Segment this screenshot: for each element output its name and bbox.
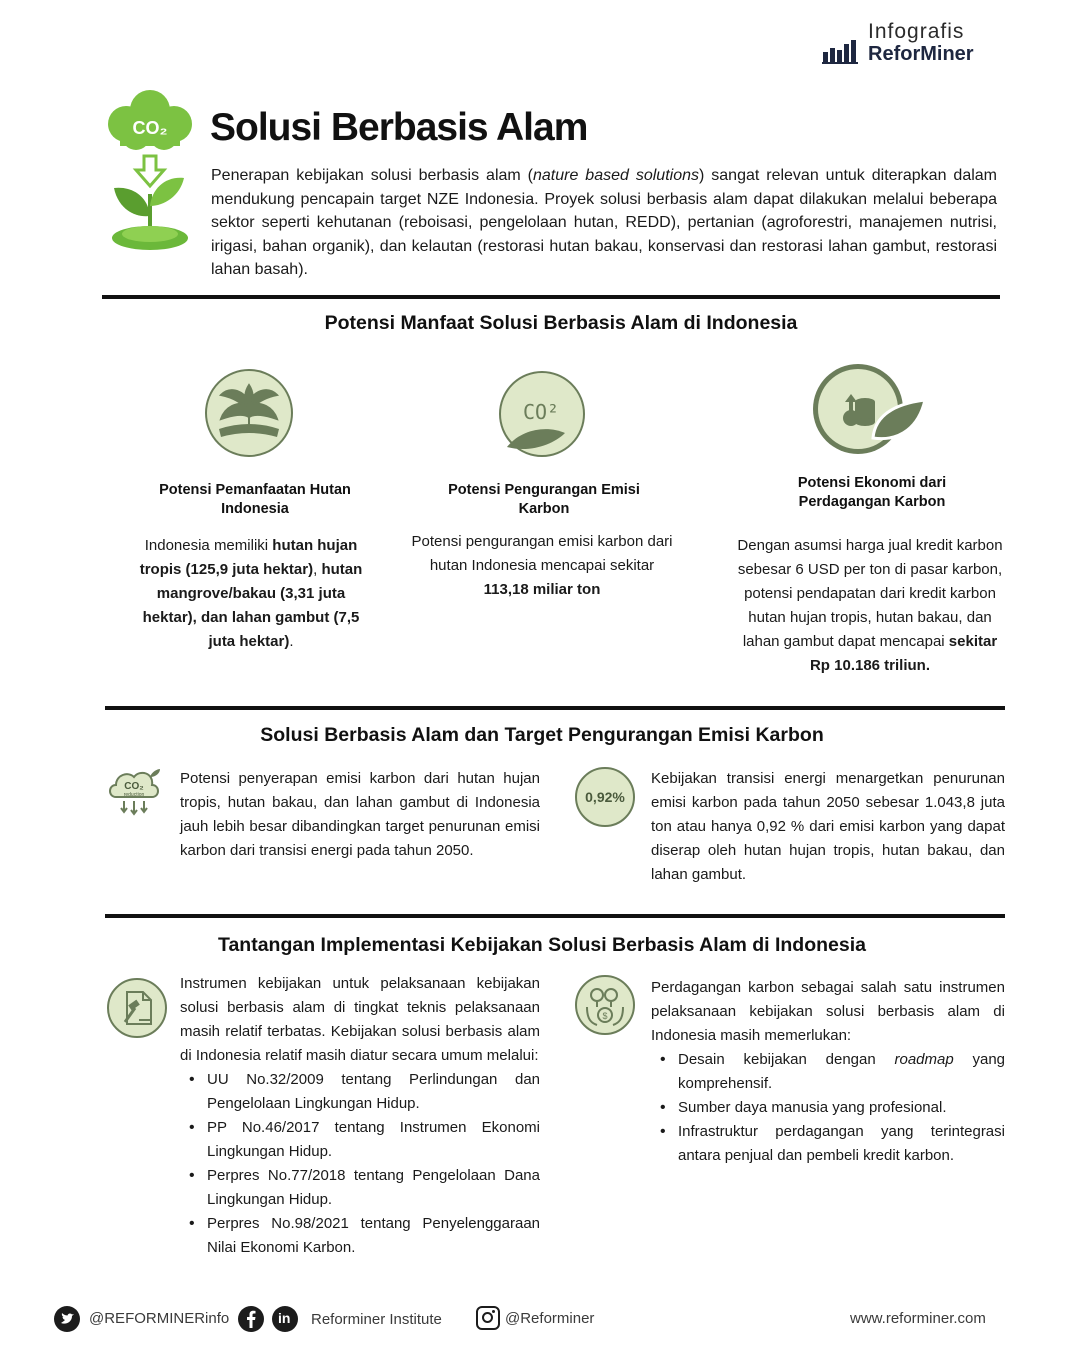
co2-leaf-icon xyxy=(499,371,585,457)
list-item: • Desain kebijakan dengan roadmap yang komprehensif. xyxy=(651,1048,1005,1096)
co2-leaf-label: CO² xyxy=(522,400,560,424)
policy-document-icon xyxy=(107,978,167,1038)
brand-name: ReforMiner xyxy=(868,43,974,65)
list-item: • Sumber daya manusia yang profesional. xyxy=(651,1096,1005,1120)
linkedin-name[interactable]: Reforminer Institute xyxy=(311,1311,442,1328)
section3-right-block xyxy=(651,976,1005,1168)
section3-right-intro: Perdagangan karbon sebagai salah satu instrumen pelaksanaan kebijakan solusi berbasis alam di Indonesia masih memerlukan: xyxy=(651,979,1005,1044)
section2-left-text: Potensi penyerapan emisi karbon dari hutan hujan tropis, hutan bakau, dan lahan gambut di Indonesia jauh lebih besar dibandingkan target penurunan emisi karbon dari transisi energi pada tahun 2050. xyxy=(180,770,540,859)
list-item: • Perpres No.98/2021 tentang Penyelenggaraan Nilai Ekonomi Karbon. xyxy=(180,1212,540,1260)
list-item: • UU No.32/2009 tentang Perlindungan dan Pengelolaan Lingkungan Hidup. xyxy=(180,1068,540,1116)
percent-badge-icon xyxy=(575,767,635,827)
col3-title: Potensi Ekonomi dari Perdagangan Karbon xyxy=(797,475,947,510)
col2-text: Potensi pengurangan emisi karbon dari hutan Indonesia mencapai sekitar 113,18 miliar ton xyxy=(411,533,673,598)
list-item: • Perpres No.77/2018 tentang Pengelolaan Dana Lingkungan Hidup. xyxy=(180,1164,540,1212)
section2-title: Solusi Berbasis Alam dan Target Pengurangan Emisi Karbon xyxy=(260,724,824,746)
percent-badge-label: 0,92% xyxy=(585,789,625,805)
brand-logo xyxy=(822,20,992,66)
instagram-icon[interactable] xyxy=(476,1306,500,1330)
hero-co2-label: CO₂ xyxy=(132,118,168,138)
facebook-icon[interactable] xyxy=(238,1306,264,1332)
section2-right-text: Kebijakan transisi energi menargetkan penurunan emisi karbon pada tahun 2050 sebesar 1.043,8 juta ton atau hanya 0,92 % dari emisi karbon yang dapat diserap oleh hutan hujan tropis, hutan bakau, dan lahan gambut. xyxy=(651,770,1005,883)
list-item: • PP No.46/2017 tentang Instrumen Ekonomi Lingkungan Hidup. xyxy=(180,1116,540,1164)
website-link[interactable]: www.reforminer.com xyxy=(850,1310,986,1327)
forest-icon xyxy=(205,369,293,457)
instagram-handle[interactable]: @Reforminer xyxy=(505,1310,595,1327)
page-title: Solusi Berbasis Alam xyxy=(210,106,588,149)
bar-chart-icon xyxy=(822,40,860,64)
brand-top-text: Infografis xyxy=(868,20,965,43)
col3-text: Dengan asumsi harga jual kredit karbon sebesar 6 USD per ton di pasar karbon, potensi pendapatan dari kredit karbon hutan hujan tropis, hutan bakau, dan lahan gambut dapat mencapai sekitar Rp 10.186 triliun. xyxy=(737,537,1003,674)
twitter-handle[interactable]: @REFORMINERinfo xyxy=(89,1310,230,1327)
divider xyxy=(105,706,1005,710)
divider xyxy=(105,914,1005,918)
co2-reduction-icon xyxy=(106,765,162,817)
list-item: • Infrastruktur perdagangan yang terintegrasi antara penjual dan pembeli kredit karbon. xyxy=(651,1120,1005,1168)
twitter-icon[interactable] xyxy=(54,1306,80,1332)
svg-text:$: $ xyxy=(602,1011,608,1021)
needs-list xyxy=(651,1048,1005,1168)
co2-reduction-label: CO₂ xyxy=(124,781,144,792)
section3-left-intro: Instrumen kebijakan untuk pelaksanaan kebijakan solusi berbasis alam di tingkat teknis pelaksanaan masih relatif terbatas. Kebijakan solusi berbasis alam di Indonesia relatif masih diatur secara umum melalui: xyxy=(180,975,540,1064)
co2-reduction-sublabel: reduction xyxy=(123,792,145,798)
col2-title: Potensi Pengurangan Emisi Karbon xyxy=(448,482,640,517)
section1-title: Potensi Manfaat Solusi Berbasis Alam di Indonesia xyxy=(324,312,798,334)
section3-title: Tantangan Implementasi Kebijakan Solusi Berbasis Alam di Indonesia xyxy=(217,934,866,956)
linkedin-icon[interactable]: in xyxy=(272,1306,298,1332)
carbon-trade-icon xyxy=(575,975,635,1035)
regulation-list xyxy=(180,1068,540,1260)
divider xyxy=(102,295,1000,299)
col1-text: Indonesia memiliki hutan hujan tropis (125,9 juta hektar), hutan mangrove/bakau (3,31 juta hektar), dan lahan gambut (7,5 juta hektar). xyxy=(139,537,363,650)
section3-left-block xyxy=(180,972,540,1260)
intro-paragraph: Penerapan kebijakan solusi berbasis alam (nature based solutions) sangat relevan untuk diterapkan dalam mendukung pencapain target NZE Indonesia. Proyek solusi berbasis alam dapat dilakukan melalui beberapa sektor seperti kehutanan (reboisasi, pengelolaan hutan, REDD), pertanian (agroforestri, manajemen nutrisi, irigasi, bahan organik), dan kelautan (restorasi hutan bakau, konservasi dan restorasi lahan gambut, restorasi lahan basah). xyxy=(211,167,997,278)
co2-plant-icon xyxy=(104,88,196,250)
col1-title: Potensi Pemanfaatan Hutan Indonesia xyxy=(159,482,351,517)
money-leaf-icon xyxy=(813,364,903,454)
